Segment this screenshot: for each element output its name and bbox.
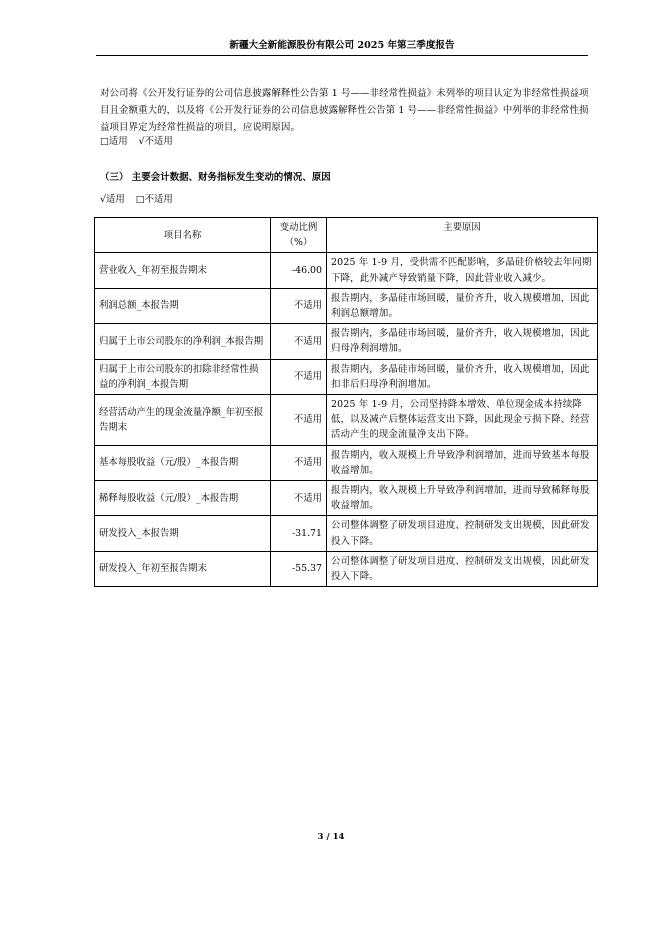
table-row [95, 481, 598, 516]
table-row [95, 359, 598, 394]
row-item-name: 营业收入_年初至报告期末 [95, 253, 271, 288]
row-item-name: 归属于上市公司股东的净利润_本报告期 [95, 324, 271, 359]
header-item-name: 项目名称 [95, 218, 271, 253]
table-row [95, 253, 598, 288]
option-not-applicable: □不适用 [135, 194, 173, 205]
header-change-ratio: 变动比例（%） [271, 218, 327, 253]
option-applicable: √适用 [100, 194, 125, 205]
page-number: 3 / 14 [317, 832, 345, 842]
row-main-reason: 2025 年 1-9 月，公司坚持降本增效、单位现金成本持续降低，以及减产后整体运营支出下降，因此现金亏损下降、经营活动产生的现金流量净支出下降。 [327, 395, 598, 446]
row-item-name: 研发投入_年初至报告期末 [95, 551, 271, 586]
intro-paragraph: 对公司将《公开发行证券的公司信息披露解释性公告第 1 号——非经常性损益》未列举的项目认定为非经常性损益项目且金额重大的，以及将《公开发行证券的公司信息披露解释性公告第 1 号——非经常性损益》中列举的非经常性损益项目界定为经常性损益的项目，应说明原因。 [100, 88, 589, 133]
row-change-ratio: 不适用 [271, 359, 327, 394]
row-change-ratio: -55.37 [271, 551, 327, 586]
row-main-reason: 2025 年 1-9 月，受供需不匹配影响，多晶硅价格较去年同期下降，此外减产导致销量下降，因此营业收入减少。 [327, 253, 598, 288]
row-change-ratio: -46.00 [271, 253, 327, 288]
section-title: （三） 主要会计数据、财务指标发生变动的情况、原因 [100, 172, 331, 183]
section-options [100, 193, 181, 207]
row-item-name: 基本每股收益（元/股）_本报告期 [95, 445, 271, 480]
row-item-name: 经营活动产生的现金流量净额_年初至报告期末 [95, 395, 271, 446]
row-change-ratio: 不适用 [271, 445, 327, 480]
intro-options [100, 135, 181, 149]
row-change-ratio: 不适用 [271, 288, 327, 323]
table-row [95, 395, 598, 446]
row-item-name: 研发投入_本报告期 [95, 516, 271, 551]
table-row [95, 551, 598, 586]
table-row [95, 445, 598, 480]
table-row [95, 324, 598, 359]
option-not-applicable: √不适用 [138, 136, 173, 147]
report-header: 新疆大全新能源股份有限公司 2025 年第三季度报告 [96, 37, 588, 56]
table-row [95, 516, 598, 551]
row-main-reason: 报告期内，收入规模上升导致净利润增加，进而导致稀释每股收益增加。 [327, 481, 598, 516]
row-item-name: 稀释每股收益（元/股）_本报告期 [95, 481, 271, 516]
option-applicable: □适用 [100, 136, 128, 147]
row-main-reason: 报告期内，多晶硅市场回暖，量价齐升，收入规模增加，因此归母净利润增加。 [327, 324, 598, 359]
row-change-ratio: 不适用 [271, 395, 327, 446]
row-main-reason: 报告期内，多晶硅市场回暖，量价齐升，收入规模增加，因此扣非后归母净利润增加。 [327, 359, 598, 394]
table-header-row [95, 218, 598, 253]
header-main-reason: 主要原因 [327, 218, 598, 253]
row-main-reason: 公司整体调整了研发项目进度、控制研发支出规模，因此研发投入下降。 [327, 516, 598, 551]
row-main-reason: 报告期内，多晶硅市场回暖，量价齐升，收入规模增加，因此利润总额增加。 [327, 288, 598, 323]
row-main-reason: 公司整体调整了研发项目进度、控制研发支出规模，因此研发投入下降。 [327, 551, 598, 586]
row-item-name: 利润总额_本报告期 [95, 288, 271, 323]
row-change-ratio: -31.71 [271, 516, 327, 551]
row-main-reason: 报告期内，收入规模上升导致净利润增加，进而导致基本每股收益增加。 [327, 445, 598, 480]
row-item-name: 归属于上市公司股东的扣除非经常性损益的净利润_本报告期 [95, 359, 271, 394]
row-change-ratio: 不适用 [271, 481, 327, 516]
table-row [95, 288, 598, 323]
row-change-ratio: 不适用 [271, 324, 327, 359]
change-table [94, 217, 598, 587]
